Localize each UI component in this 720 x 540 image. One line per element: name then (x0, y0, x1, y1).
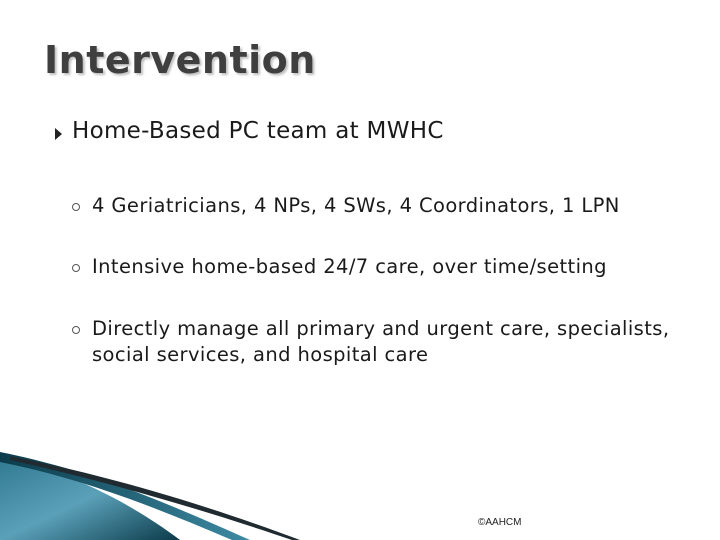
sub-bullet (72, 254, 682, 280)
copyright-footer: ©AAHCM (478, 517, 522, 528)
main-bullet (55, 118, 444, 144)
arrow-bullet-icon (55, 128, 62, 140)
sub-bullet-text: Directly manage all primary and urgent care, specialists, social services, and hospital care (92, 317, 670, 366)
sub-bullet (72, 193, 682, 219)
sub-bullet (72, 316, 682, 368)
ring-bullet-icon (72, 203, 80, 211)
ring-bullet-icon (72, 264, 80, 272)
slide-title: Intervention (44, 38, 316, 82)
sub-bullet-text: 4 Geriatricians, 4 NPs, 4 SWs, 4 Coordinators, 1 LPN (92, 194, 620, 217)
main-bullet-text: Home-Based PC team at MWHC (72, 118, 444, 144)
sub-bullet-text: Intensive home-based 24/7 care, over time/setting (92, 255, 607, 278)
ring-bullet-icon (72, 326, 80, 334)
